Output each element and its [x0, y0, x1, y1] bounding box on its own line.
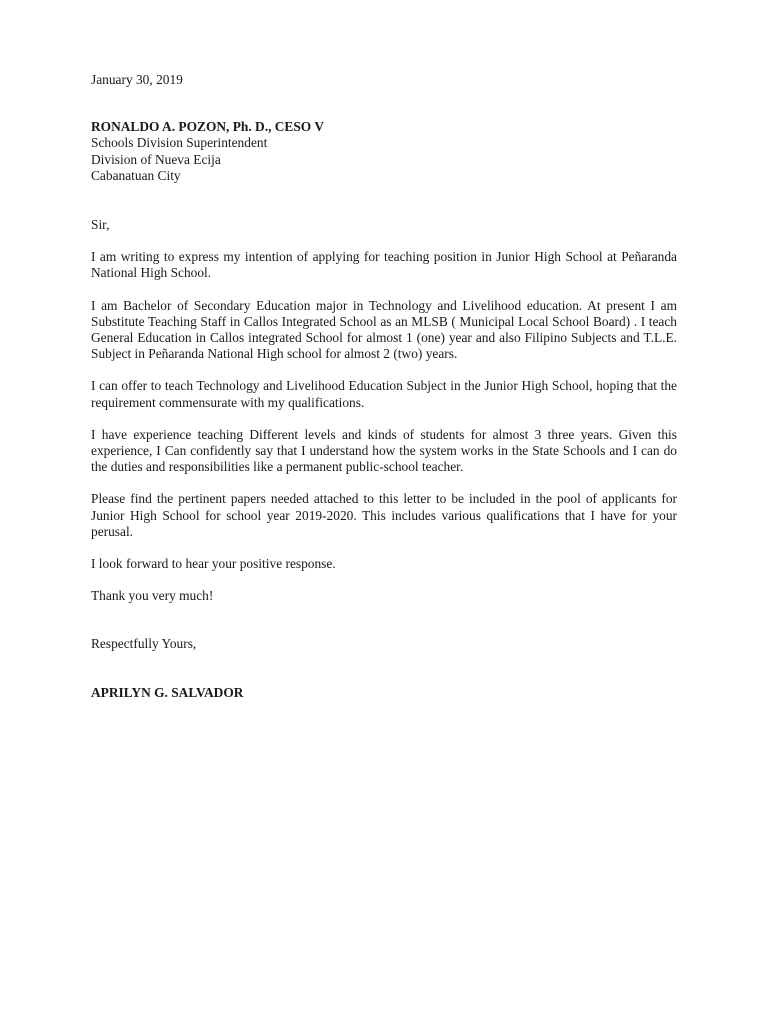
salutation: Sir, — [91, 217, 110, 233]
body-paragraph-offer: I can offer to teach Technology and Livelihood Education Subject in the Junior High School, hoping that the requirement commensurate with my qualifications. — [91, 378, 677, 410]
recipient-city: Cabanatuan City — [91, 167, 181, 183]
recipient-address-block — [91, 119, 677, 184]
body-paragraph-intent: I am writing to express my intention of applying for teaching position in Junior High School at Peñaranda National High School. — [91, 249, 677, 281]
recipient-title: Schools Division Superintendent — [91, 135, 268, 151]
application-letter — [91, 72, 677, 714]
body-paragraph-background: I am Bachelor of Secondary Education major in Technology and Livelihood education. At present I am Substitute Teaching Staff in Callos Integrated School as an MLSB ( Municipal Local School Board) . I teach General Education in Callos integrated School for almost 1 (one) year and also Filipino Subjects and T.L.E. Subject in Peñaranda National High school for almost 2 (two) years. — [91, 297, 677, 362]
body-paragraph-experience: I have experience teaching Different levels and kinds of students for almost 3 three years. Given this experience, I Can confidently say that I understand how the system works in the State Schools and I can do the duties and responsibilities like a permanent public-school teacher. — [91, 426, 677, 475]
recipient-name: RONALDO A. POZON, Ph. D., CESO V — [91, 119, 325, 135]
recipient-division: Division of Nueva Ecija — [91, 151, 221, 167]
body-paragraph-attachments: Please find the pertinent papers needed attached to this letter to be included in the pool of applicants for Junior High School for school year 2019-2020. This includes various qualifications that I have for your perusal. — [91, 491, 677, 539]
thanks-line: Thank you very much! — [91, 588, 214, 604]
closing-line: Respectfully Yours, — [91, 636, 197, 652]
look-forward-line: I look forward to hear your positive response. — [91, 556, 336, 572]
letter-date: January 30, 2019 — [91, 72, 183, 87]
signature-name: APRILYN G. SALVADOR — [91, 684, 244, 700]
